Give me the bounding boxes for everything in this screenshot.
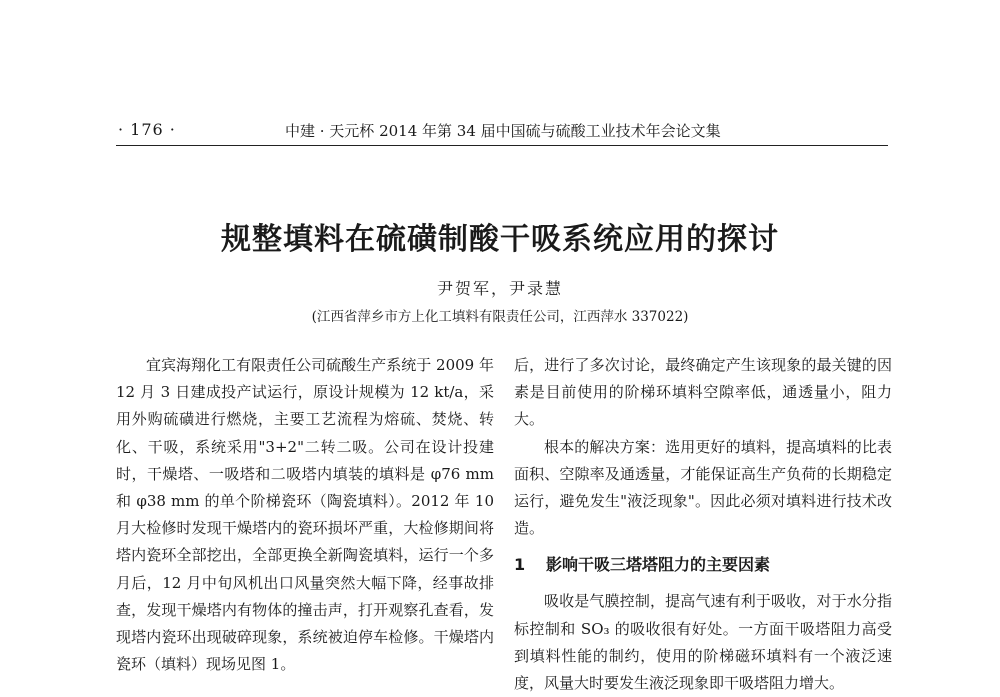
left-column (116, 352, 494, 678)
section-number: 1 (514, 555, 526, 575)
authors: 尹贺军，尹录慧 (436, 279, 563, 298)
header-rule (116, 145, 888, 146)
right-column (514, 352, 892, 697)
section-paragraph: 吸收是气膜控制，提高气速有利于吸收，对于水分指标控制和 SO₃ 的吸收很有好处。一方面干吸塔阻力高受到填料性能的制约，使用的阶梯磁环填料有一个液泛速度，风量大时要发生液泛现象即干吸塔阻力增大。 (514, 592, 892, 693)
right-paragraph-continued: 后，进行了多次讨论，最终确定产生该现象的最关键的因素是目前使用的阶梯环填料空隙率低，通透量小，阻力大。 (514, 356, 892, 429)
page-number: · 176 · (118, 120, 176, 139)
left-paragraph: 宜宾海翔化工有限责任公司硫酸生产系统于 2009 年 12 月 3 日建成投产试运行，原设计规模为 12 kt/a，采用外购硫磺进行燃烧，主要工艺流程为熔硫、焚烧、转化、干吸，系统采用"3+2"二转二吸。公司在设计投建时，干燥塔、一吸塔和二吸塔内填装的填料是 φ76 mm 和 φ38 mm 的单个阶梯瓷环（陶瓷填料）。2012 年 10 月大检修时发现干燥塔内的瓷环损坏严重，大检修期间将塔内瓷环全部挖出，全部更换全新陶瓷填料，运行一个多月后，12 月中旬风机出口风量突然大幅下降，经事故排查，发现干燥塔内有物体的撞击声，打开观察孔查看，发现塔内瓷环出现破碎现象，系统被迫停车检修。干燥塔内瓷环（填料）现场见图 1。 (116, 356, 494, 674)
right-paragraph-solution: 根本的解决方案：选用更好的填料，提高填料的比表面积、空隙率及通透量，才能保证高生产负荷的长期稳定运行，避免发生"液泛现象"。因此必须对填料进行技术改造。 (514, 437, 892, 538)
section-heading (514, 552, 892, 578)
affiliation: (江西省萍乡市方上化工填料有限责任公司，江西萍水 337022) (311, 309, 689, 325)
article-title: 规整填料在硫磺制酸干吸系统应用的探讨 (221, 222, 779, 257)
running-head: 中建 · 天元杯 2014 年第 34 届中国硫与硫酸工业技术年会论文集 (285, 122, 721, 140)
section-title: 影响干吸三塔塔阻力的主要因素 (546, 555, 771, 575)
